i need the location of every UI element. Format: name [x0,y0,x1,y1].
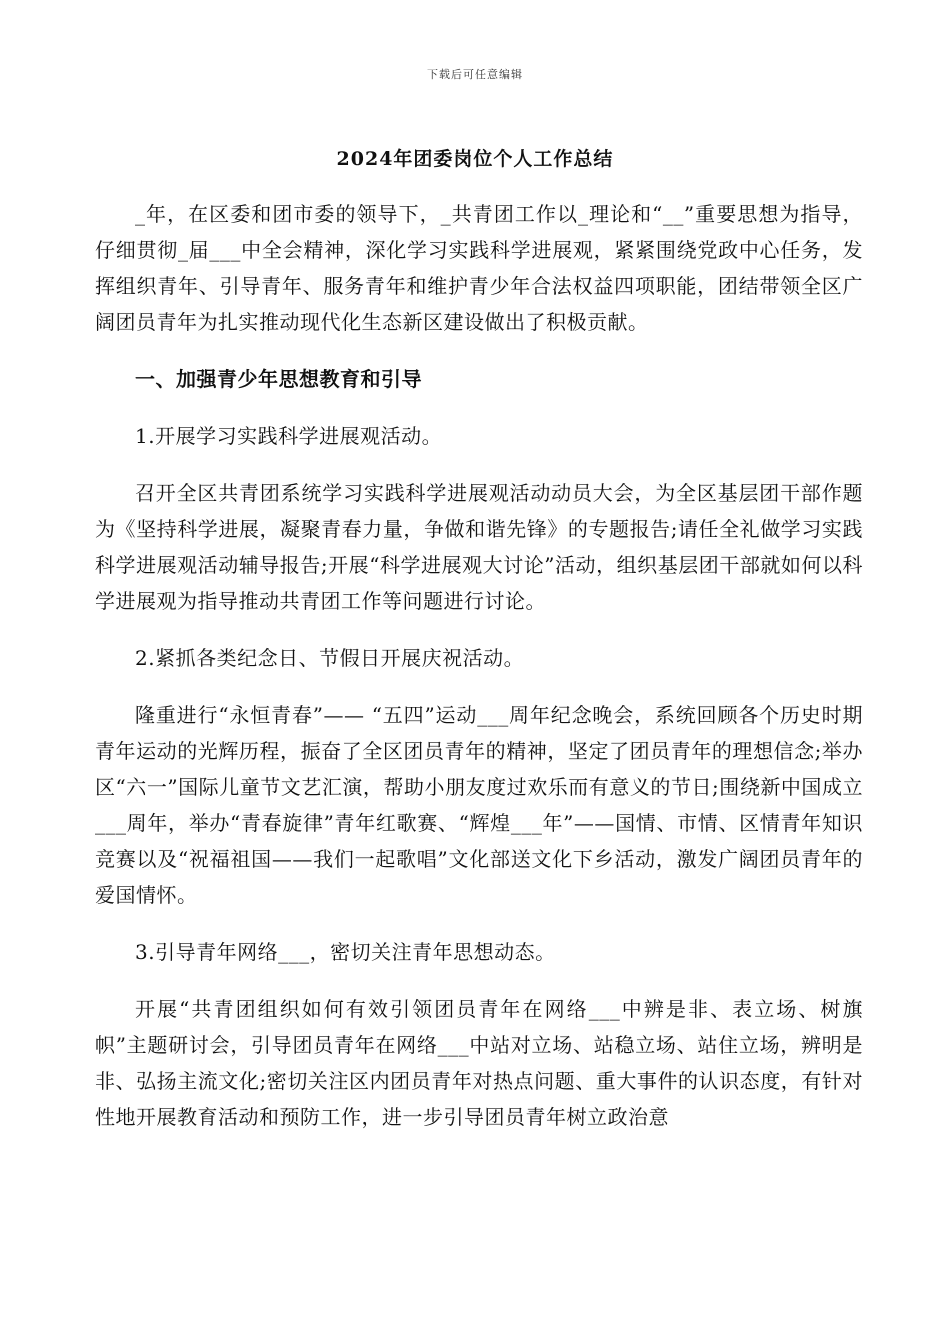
item-title: 1.开展学习实践科学进展观活动。 [135,424,443,448]
document-title: 2024年团委岗位个人工作总结 [336,148,614,170]
section-heading: 一、加强青少年思想教育和引导 [135,367,422,391]
item-body: 开展“共青团组织如何有效引领团员青年在网络___中辨是非、表立场、树旗帜”主题研讨会，引导团员青年在网络___中站对立场、站稳立场、站住立场，辨明是非、弘扬主流文化;密切关注区内团员青年对热点问题、重大事件的认识态度，有针对性地开展教育活动和预防工作，进一步引导团员青年树立政治意 [95,997,863,1129]
item-body: 隆重进行“永恒青春”—— “五四”运动___周年纪念晚会，系统回顾各个历史时期青年运动的光辉历程，振奋了全区团员青年的精神，坚定了团员青年的理想信念;举办区“六一”国际儿童节文艺汇演，帮助小朋友度过欢乐而有意义的节日;围绕新中国成立___周年，举办“青春旋律”青年红歌赛、“辉煌___年”——国情、市情、区情青年知识竞赛以及“祝福祖国——我们一起歌唱”文化部送文化下乡活动，激发广阔团员青年的爱国情怀。 [95,703,863,907]
item-body: 召开全区共青团系统学习实践科学进展观活动动员大会，为全区基层团干部作题为《坚持科学进展，凝聚青春力量，争做和谐先锋》的专题报告;请任全礼做学习实践科学进展观活动辅导报告;开展“科学进展观大讨论”活动，组织基层团干部就如何以科学进展观为指导推动共青团工作等问题进行讨论。 [95,481,863,613]
document-body [95,196,863,1156]
item-title: 3.引导青年网络___，密切关注青年思想动态。 [135,940,556,964]
header-note: 下载后可任意编辑 [427,68,523,81]
intro-paragraph: _年，在区委和团市委的领导下，_共青团工作以_理论和“__”重要思想为指导，仔细贯彻_届___中全会精神，深化学习实践科学进展观，紧紧围绕党政中心任务，发挥组织青年、引导青年、服务青年和维护青少年合法权益四项职能，团结带领全区广阔团员青年为扎实推动现代化生态新区建设做出了积极贡献。 [95,202,863,334]
item-title: 2.紧抓各类纪念日、节假日开展庆祝活动。 [135,646,525,670]
